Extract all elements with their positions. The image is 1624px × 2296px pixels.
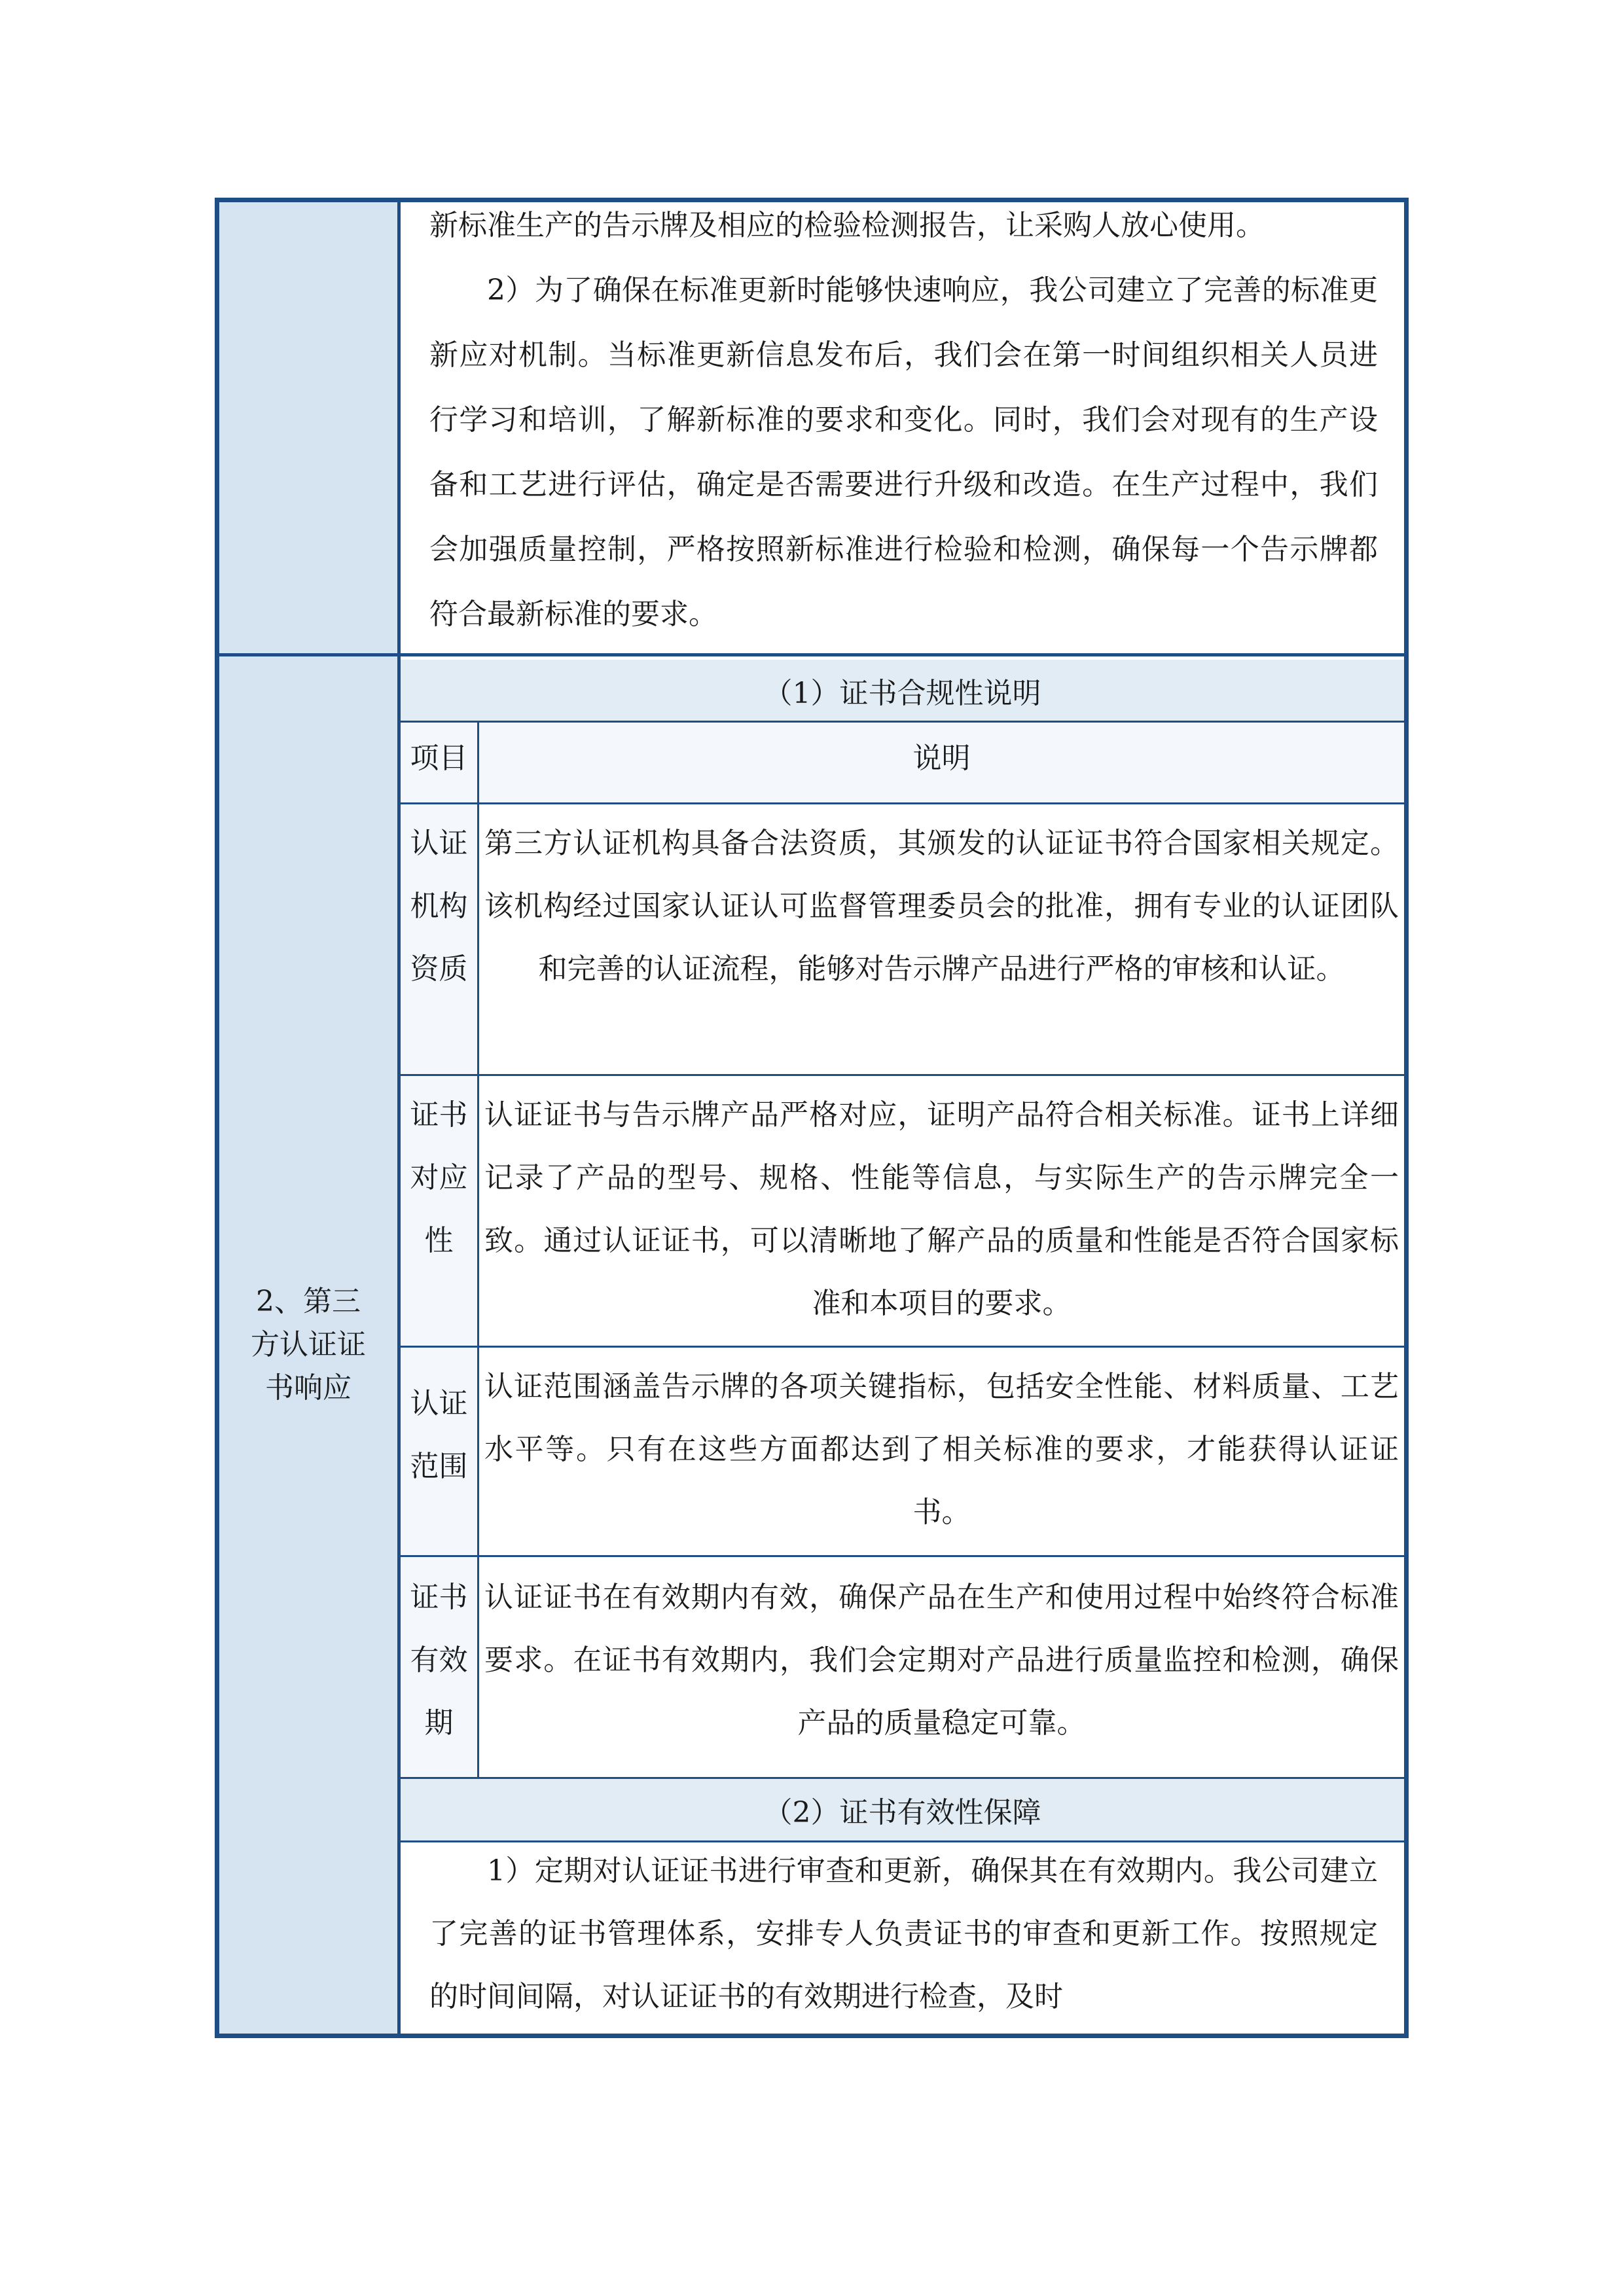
subsection-title: （1）证书合规性说明 [401, 660, 1404, 723]
table-row [401, 1557, 1404, 1777]
section-label: 2、第三方认证证书响应 [251, 1285, 366, 1405]
row-item: 认证范围 [401, 1348, 479, 1555]
paragraph: 2）为了确保在标准更新时能够快速响应，我公司建立了完善的标准更新应对机制。当标准更新信息发布后，我们会在第一时间组织相关人员进行学习和培训，了解新标准的要求和变化。同时，我们会对现有的生产设备和工艺进行评估，确定是否需要进行升级和改造。在生产过程中，我们会加强质量控制，严格按照新标准进行检验和检测，确保每一个告示牌都符合最新标准的要求。 [429, 274, 1378, 631]
bottom-content-cell [401, 1842, 1404, 2034]
sidebar-cell-top [219, 202, 397, 656]
table-row [401, 1348, 1404, 1557]
row-item: 证书对应性 [401, 1076, 479, 1346]
sidebar-cell-section2 [219, 656, 397, 2034]
table-row [401, 804, 1404, 1076]
row-item: 证书有效期 [401, 1557, 479, 1777]
paragraph: 1）定期对认证证书进行审查和更新，确保其在有效期内。我公司建立了完善的证书管理体系，安排专人负责证书的审查和更新工作。按照规定的时间间隔，对认证证书的有效期进行检查，及时 [429, 1854, 1378, 2013]
paragraph: 新标准生产的告示牌及相应的检验检测报告，让采购人放心使用。 [429, 209, 1265, 242]
row-item: 认证机构资质 [401, 804, 479, 1074]
column-header-desc: 说明 [479, 723, 1404, 802]
column-header-item: 项目 [401, 723, 479, 802]
row-desc: 认证证书与告示牌产品严格对应，证明产品符合相关标准。证书上详细记录了产品的型号、规格、性能等信息，与实际生产的告示牌完全一致。通过认证证书，可以清晰地了解产品的质量和性能是否符合国家标准和本项目的要求。 [484, 1098, 1399, 1320]
row-desc: 认证范围涵盖告示牌的各项关键指标，包括安全性能、材料质量、工艺水平等。只有在这些方面都达到了相关标准的要求，才能获得认证证书。 [484, 1370, 1399, 1529]
document-table [215, 198, 1409, 2038]
compliance-table [401, 723, 1404, 1777]
subsection-title: （2）证书有效性保障 [401, 1777, 1404, 1842]
table-header-row [401, 723, 1404, 804]
row-desc: 第三方认证机构具备合法资质，其颁发的认证证书符合国家相关规定。该机构经过国家认证认可监督管理委员会的批准，拥有专业的认证团队和完善的认证流程，能够对告示牌产品进行严格的审核和认证。 [484, 827, 1399, 986]
table-row [401, 1076, 1404, 1348]
top-content-cell [401, 202, 1404, 656]
row-desc: 认证证书在有效期内有效，确保产品在生产和使用过程中始终符合标准要求。在证书有效期内，我们会定期对产品进行质量监控和检测，确保产品的质量稳定可靠。 [484, 1581, 1399, 1740]
